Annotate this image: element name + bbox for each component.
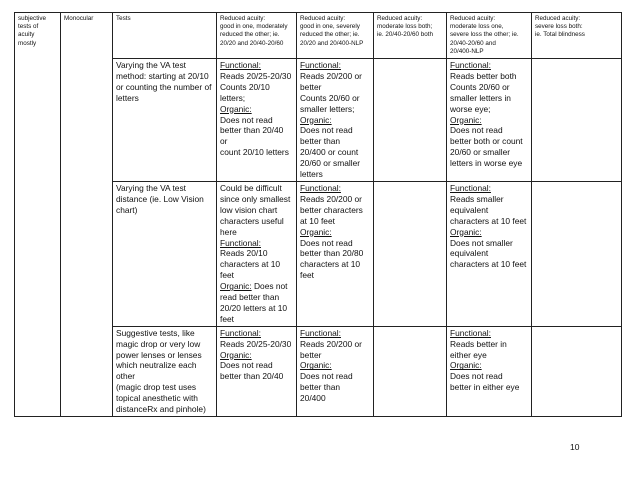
cell-line: Reads better both — [450, 70, 517, 81]
cell-line: smaller letters in — [450, 92, 511, 103]
result-cell — [532, 181, 622, 326]
result-cell — [447, 59, 532, 182]
cell-line: moderate loss one, — [450, 23, 504, 31]
cell-line: Does not read — [220, 360, 273, 371]
header-reduced-acuity — [447, 13, 532, 59]
cell-line: read better than — [220, 292, 280, 303]
cell-line: Does not read — [220, 114, 273, 125]
cell-line: which neutralize each — [116, 360, 197, 371]
cell-heading-line — [450, 360, 528, 371]
cell-line: worse eye; — [450, 103, 491, 114]
cell-heading-line — [450, 60, 528, 71]
cell-line: other — [116, 371, 136, 382]
cell-heading: Organic: — [220, 349, 252, 360]
cell-line: Reads 20/25-20/30 — [220, 338, 292, 349]
type-cell — [61, 13, 113, 417]
category-line: tests of — [18, 23, 39, 31]
cell-line: feet — [220, 313, 234, 324]
header-tests — [113, 13, 217, 59]
cell-line: smaller letters; — [300, 103, 355, 114]
cell-heading: Functional: — [300, 182, 341, 193]
cell-line: chart) — [116, 204, 138, 215]
cell-line: Does not smaller — [450, 237, 513, 248]
cell-line: (magic drop test uses — [116, 382, 197, 393]
result-cell — [374, 326, 447, 416]
cell-line: Reduced acuity: — [220, 15, 266, 22]
cell-line: better than 20/80 — [300, 248, 364, 259]
cell-line: severe loss both: — [535, 23, 583, 31]
cell-heading: Organic: — [220, 103, 252, 114]
cell-heading-line — [220, 60, 293, 71]
cell-line: Reads 20/200 or — [300, 193, 362, 204]
cell-line: 20/20 letters at 10 — [220, 302, 288, 313]
cell-line: Reads 20/10 — [220, 248, 268, 259]
cell-line: Counts 20/60 or — [450, 81, 510, 92]
cell-line: Reads 20/200 or — [300, 70, 362, 81]
cell-line: Reads better in — [450, 338, 507, 349]
cell-line: magic drop or very low — [116, 338, 201, 349]
cell-line: Suggestive tests, like — [116, 327, 195, 338]
cell-line: 20/40-20/60 and — [450, 39, 496, 47]
cell-line: Reads 20/25-20/30 — [220, 70, 292, 81]
category-line: mostly — [18, 39, 37, 47]
cell-heading: Organic: — [300, 360, 332, 371]
cell-line: Counts 20/60 or — [300, 92, 360, 103]
cell-line: Varying the VA test — [116, 60, 186, 71]
cell-line: 20/400 — [300, 393, 326, 404]
cell-heading-line — [450, 115, 528, 126]
result-cell — [217, 59, 297, 182]
cell-heading-line — [220, 328, 293, 339]
cell-line: Reads smaller — [450, 193, 504, 204]
category-cell — [15, 13, 61, 417]
cell-heading: Functional: — [300, 327, 341, 338]
cell-line: low vision chart — [220, 204, 278, 215]
result-cell — [532, 326, 622, 416]
cell-line: equivalent — [450, 248, 489, 259]
header-reduced-acuity — [532, 13, 622, 59]
result-cell — [297, 181, 374, 326]
cell-heading-line — [300, 115, 370, 126]
cell-line: ie. 20/40-20/60 both — [377, 31, 434, 39]
cell-heading: Functional: — [220, 60, 261, 71]
result-cell — [447, 326, 532, 416]
cell-line: Does not read — [300, 237, 353, 248]
cell-heading: Organic: — [300, 226, 332, 237]
cell-line: reduced the other; ie. — [220, 31, 280, 39]
cell-line: letters — [300, 169, 323, 180]
cell-heading-line — [450, 183, 528, 194]
cell-line: Could be difficult — [220, 182, 282, 193]
cell-line: Reduced acuity: — [535, 15, 581, 22]
cell-line: moderate loss both; — [377, 23, 433, 31]
cell-heading-tail: Does not — [251, 281, 288, 292]
cell-line: good in one, moderately — [220, 23, 288, 31]
cell-line: Does not read — [300, 371, 353, 382]
cell-line: Tests — [116, 15, 131, 22]
cell-line: feet — [300, 270, 314, 281]
cell-heading: Functional: — [300, 60, 341, 71]
cell-line: better characters — [300, 204, 363, 215]
cell-heading: Organic: — [220, 281, 252, 292]
cell-heading-line — [220, 104, 293, 115]
cell-line: distance (ie. Low Vision — [116, 193, 204, 204]
cell-heading-line — [300, 328, 370, 339]
result-cell — [374, 59, 447, 182]
result-cell — [297, 59, 374, 182]
header-reduced-acuity — [217, 13, 297, 59]
cell-heading: Functional: — [450, 182, 491, 193]
cell-heading: Organic: — [450, 226, 482, 237]
cell-line: since only smallest — [220, 193, 291, 204]
result-cell — [374, 181, 447, 326]
cell-line: characters at 10 feet — [450, 259, 527, 270]
cell-heading: Functional: — [450, 327, 491, 338]
cell-line: better both or count — [450, 136, 523, 147]
cell-line: 20/20 and 20/400-NLP — [300, 39, 364, 47]
cell-line: Reduced acuity: — [377, 15, 423, 22]
cell-line: power lenses or lenses — [116, 349, 202, 360]
cell-heading: Functional: — [450, 60, 491, 71]
cell-heading-line — [300, 60, 370, 71]
cell-line: equivalent — [450, 204, 489, 215]
cell-line: characters at 10 — [300, 259, 361, 270]
cell-line: Reduced acuity: — [450, 15, 496, 22]
cell-line: count 20/10 letters — [220, 147, 289, 158]
cell-line: better — [300, 81, 322, 92]
cell-line: Counts 20/10 — [220, 81, 270, 92]
cell-line: characters useful — [220, 215, 284, 226]
test-description-cell — [113, 59, 217, 182]
cell-line: Varying the VA test — [116, 182, 186, 193]
cell-line: 20/400-NLP — [450, 47, 484, 55]
type-label: Monocular — [64, 15, 94, 22]
test-description-cell — [113, 326, 217, 416]
cell-heading-line — [300, 183, 370, 194]
cell-heading-line — [300, 360, 370, 371]
cell-line: reduced the other; ie. — [300, 31, 360, 39]
result-cell — [217, 181, 297, 326]
cell-line: 20/20 and 20/40-20/60 — [220, 39, 284, 47]
acuity-test-table — [14, 12, 622, 417]
cell-heading: Organic: — [450, 114, 482, 125]
cell-line: Does not read — [450, 125, 503, 136]
result-cell — [217, 326, 297, 416]
cell-heading-line — [220, 238, 293, 249]
result-cell — [297, 326, 374, 416]
cell-line: Does not read — [450, 371, 503, 382]
cell-line: Does not read — [300, 125, 353, 136]
cell-heading-line — [220, 281, 293, 292]
cell-line: here — [220, 226, 237, 237]
cell-line: or counting the number of — [116, 81, 212, 92]
cell-heading: Organic: — [450, 360, 482, 371]
page-number: 10 — [570, 442, 580, 452]
header-reduced-acuity — [374, 13, 447, 59]
cell-line: better — [300, 349, 322, 360]
header-row — [15, 13, 622, 59]
cell-line: better than — [300, 382, 341, 393]
cell-line: characters at 10 feet — [450, 215, 527, 226]
cell-line: 20/400 or count — [300, 147, 359, 158]
cell-line: better than 20/40 or — [220, 125, 284, 147]
cell-heading-line — [450, 328, 528, 339]
cell-line: letters in worse eye — [450, 158, 523, 169]
cell-line: method: starting at 20/10 — [116, 70, 209, 81]
cell-line: better than — [300, 136, 341, 147]
result-cell — [532, 59, 622, 182]
cell-line: Reduced acuity: — [300, 15, 346, 22]
cell-heading: Functional: — [220, 327, 261, 338]
cell-line: 20/60 or smaller — [450, 147, 511, 158]
cell-line: severe loss the other; ie. — [450, 31, 519, 39]
cell-line: 20/60 or smaller — [300, 158, 361, 169]
cell-heading-line — [300, 227, 370, 238]
cell-heading-line — [220, 350, 293, 361]
cell-line: better than 20/40 — [220, 371, 284, 382]
test-description-cell — [113, 181, 217, 326]
cell-line: topical anesthetic with — [116, 393, 198, 404]
category-line: acuity — [18, 31, 35, 39]
cell-line: at 10 feet — [300, 215, 335, 226]
cell-line: Reads 20/200 or — [300, 338, 362, 349]
cell-line: ie. Total blindness — [535, 31, 585, 39]
category-line: subjective — [18, 15, 47, 22]
cell-line: distanceRx and pinhole) — [116, 404, 206, 415]
cell-line: good in one, severely — [300, 23, 360, 31]
cell-line: better in either eye — [450, 382, 520, 393]
cell-line: letters — [116, 92, 139, 103]
cell-heading-line — [450, 227, 528, 238]
cell-line: characters at 10 feet — [220, 259, 281, 281]
cell-heading: Functional: — [220, 237, 261, 248]
cell-line: either eye — [450, 349, 487, 360]
cell-heading: Organic: — [300, 114, 332, 125]
header-reduced-acuity — [297, 13, 374, 59]
result-cell — [447, 181, 532, 326]
cell-line: letters; — [220, 92, 246, 103]
